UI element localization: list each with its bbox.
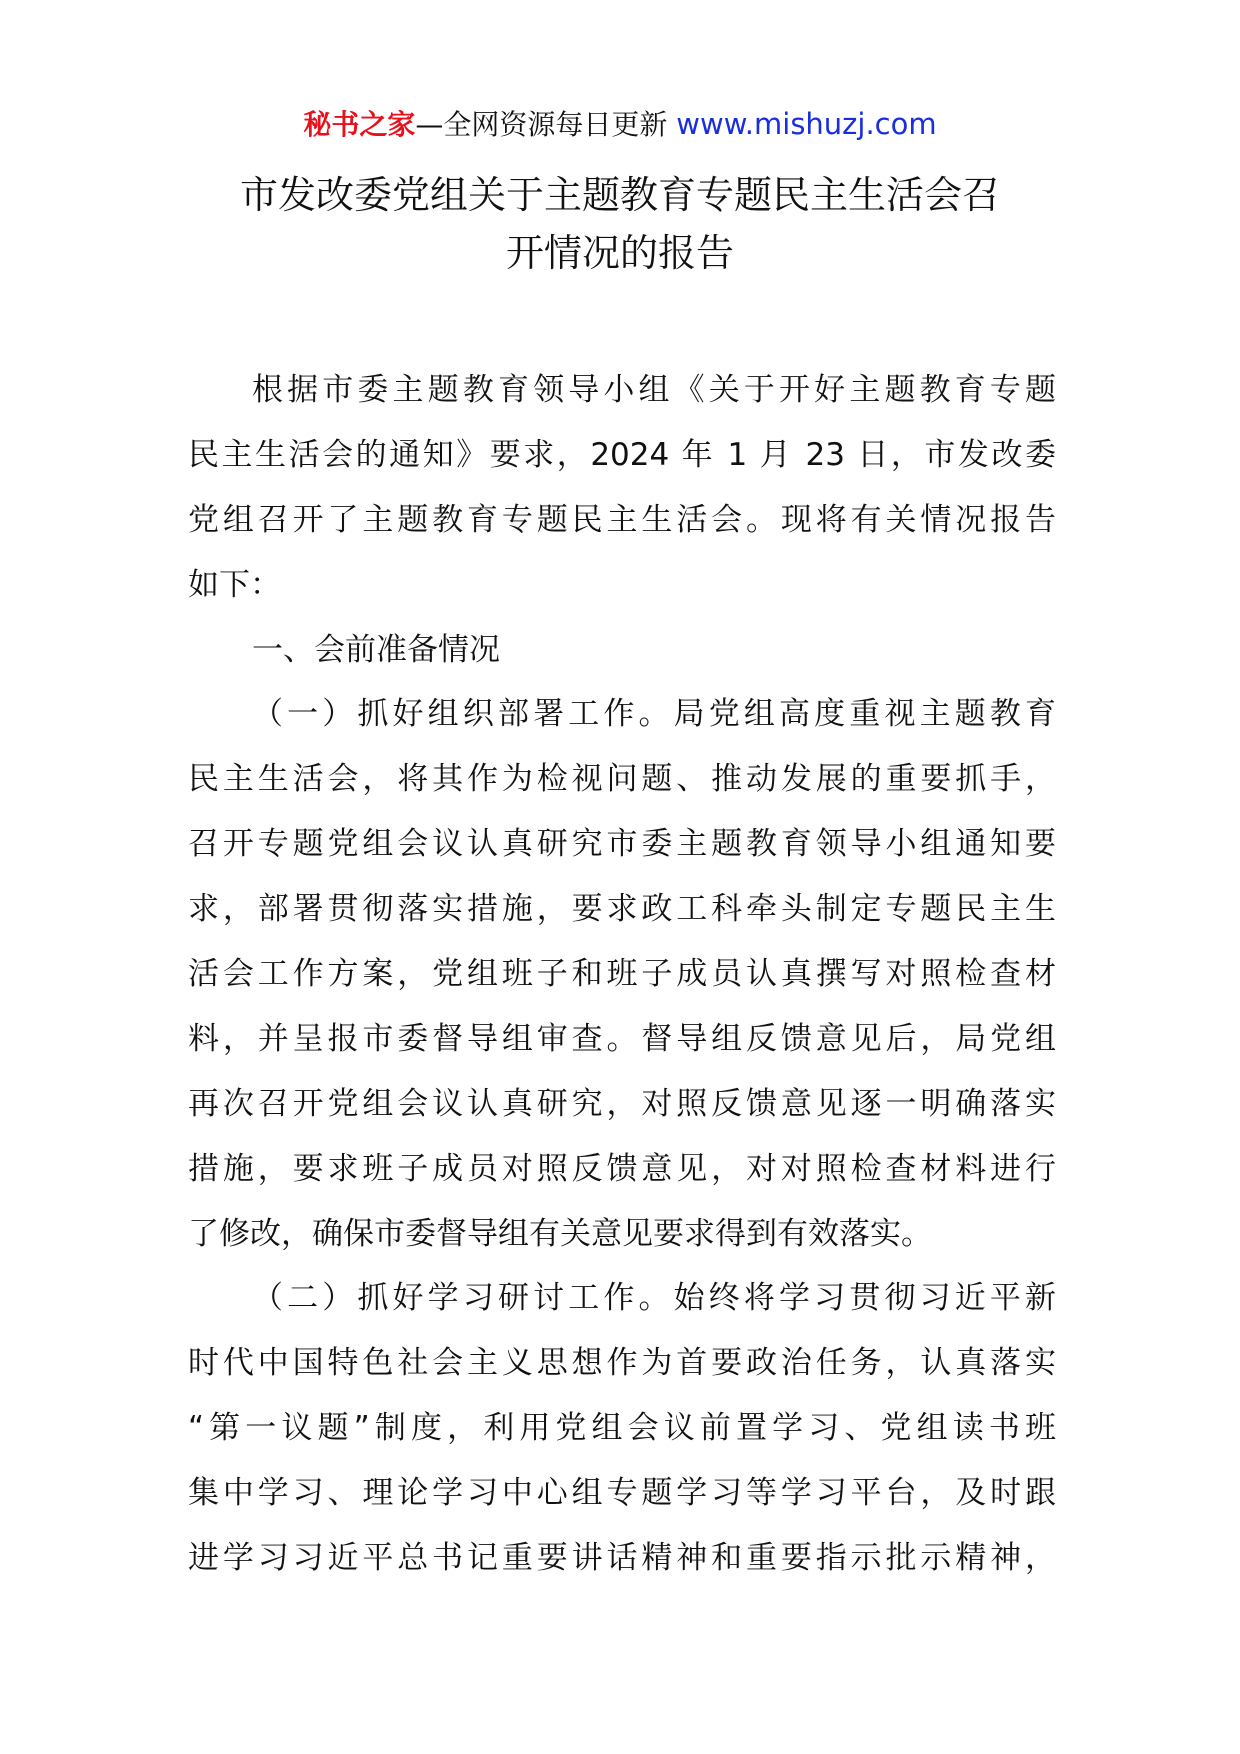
header-tagline: —全网资源每日更新 [415,108,668,141]
body-line: 集中学习、理论学习中心组专题学习等学习平台，及时跟 [188,1475,1056,1512]
body-line: 了修改，确保市委督导组有关意见要求得到有效落实。 [188,1215,932,1252]
body-line: 求，部署贯彻落实措施，要求政工科牵头制定专题民主生 [188,891,1056,928]
body-line: 时代中国特色社会主义思想作为首要政治任务，认真落实 [188,1345,1056,1382]
header-brand: 秘书之家 [303,108,416,141]
body-line: （二）抓好学习研讨工作。始终将学习贯彻习近平新 [252,1280,1056,1317]
body-line: 民主生活会的通知》要求，2024 年 1 月 23 日，市发改委 [188,436,1056,473]
section-heading: 一、会前准备情况 [252,631,500,668]
title-line-2: 开情况的报告 [505,231,734,275]
body-line: 再次召开党组会议认真研究，对照反馈意见逐一明确落实 [188,1085,1056,1122]
body-line: 如下： [188,566,281,603]
body-line: 召开专题党组会议认真研究市委主题教育领导小组通知要 [188,826,1056,863]
document-title [170,166,1070,282]
body-line: （一）抓好组织部署工作。局党组高度重视主题教育 [252,696,1056,733]
title-line-1: 市发改委党组关于主题教育专题民主生活会召 [239,173,1000,217]
document-body [188,358,1056,1591]
body-line: 党组召开了主题教育专题民主生活会。现将有关情况报告 [188,501,1056,538]
body-line: “第一议题”制度，利用党组会议前置学习、党组读书班 [188,1410,1056,1447]
body-line: 措施，要求班子成员对照反馈意见，对对照检查材料进行 [188,1150,1056,1187]
body-line: 根据市委主题教育领导小组《关于开好主题教育专题 [252,372,1056,408]
body-line: 活会工作方案，党组班子和班子成员认真撰写对照检查材 [188,956,1056,993]
body-line: 进学习习近平总书记重要讲话精神和重要指示批示精神， [188,1540,1056,1577]
body-line: 民主生活会，将其作为检视问题、推动发展的重要抓手， [188,761,1056,798]
watermark-header [0,104,1240,145]
header-url[interactable]: www.mishuzj.com [676,107,937,141]
body-line: 料，并呈报市委督导组审查。督导组反馈意见后，局党组 [188,1020,1056,1057]
